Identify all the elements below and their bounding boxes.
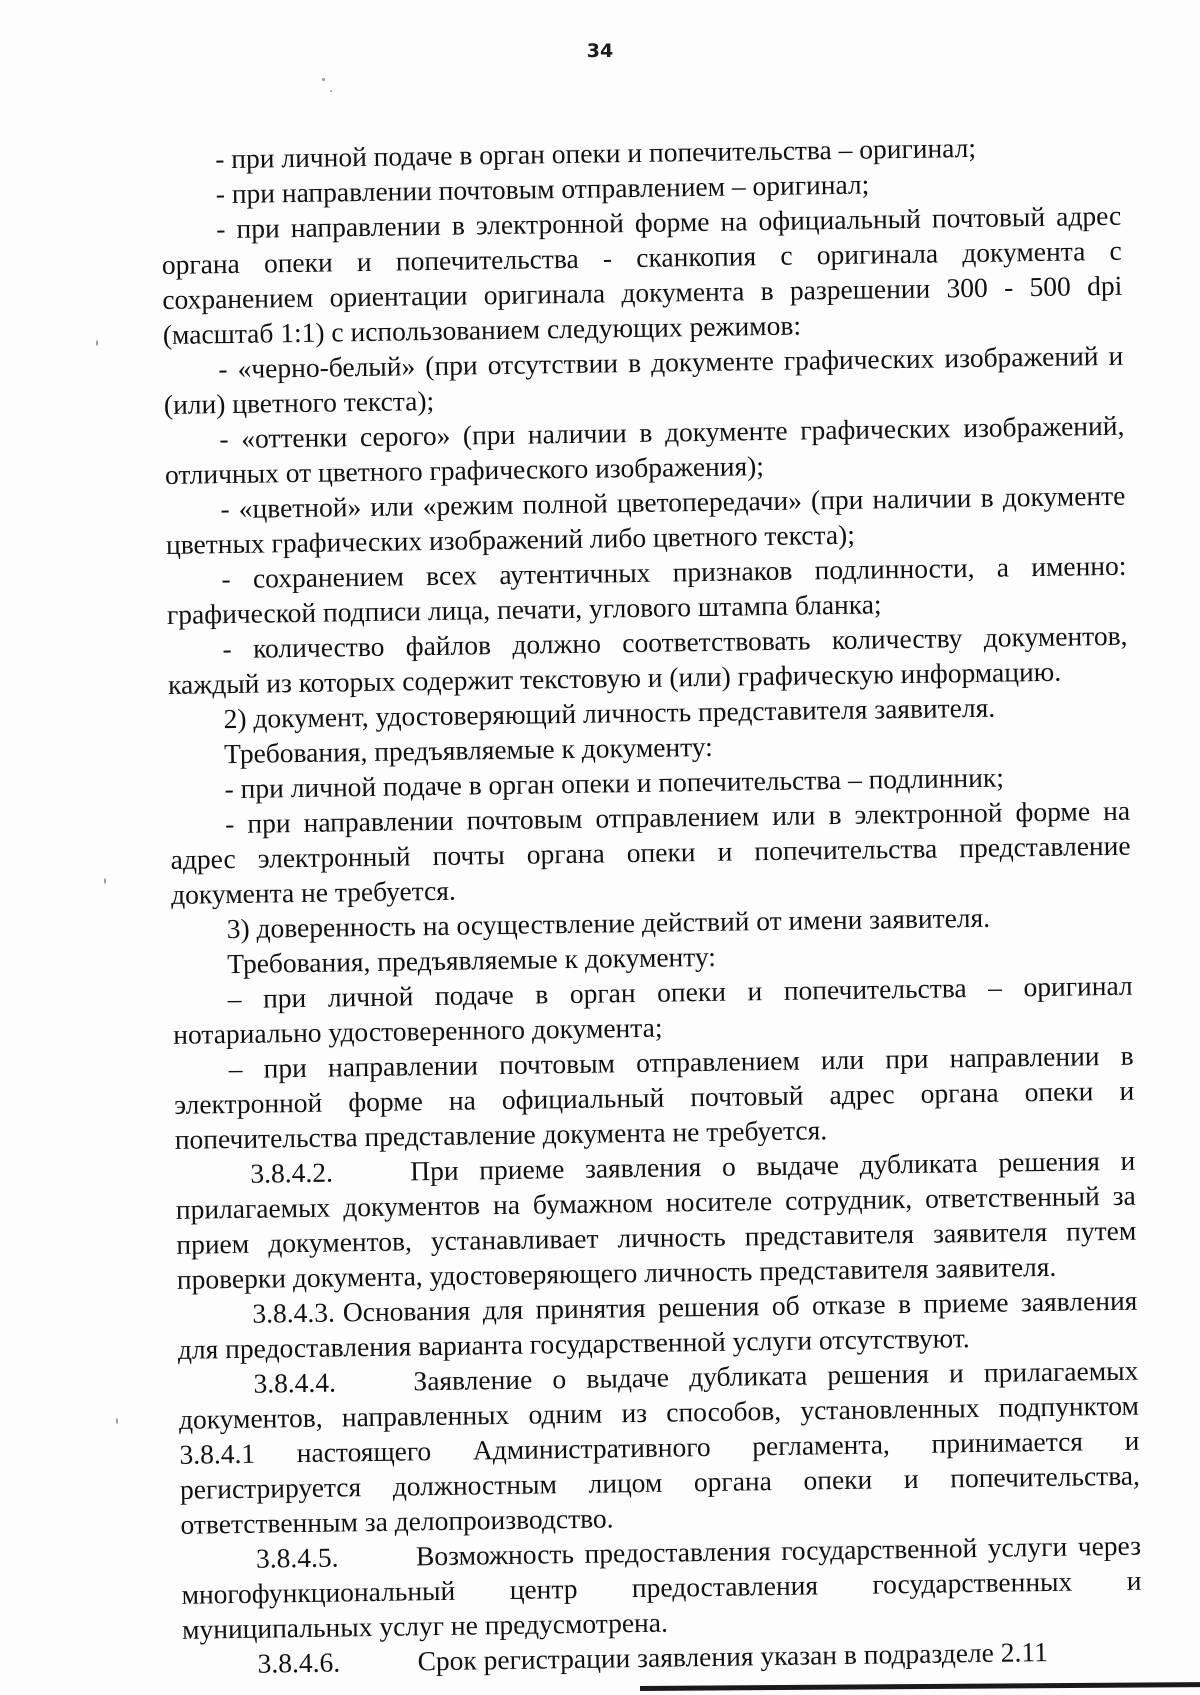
paragraph: - при личной подаче в орган опеки и попечительства – оригинал;: [215, 131, 977, 175]
scan-speck: [330, 90, 332, 92]
clause-text: Возможность предоставления государственной услуги через многофункциональный центр предоставления государственных и муниципальных услуг не предусмотрена.: [181, 1529, 1142, 1645]
clause-3-8-4-4: [178, 1353, 1140, 1542]
clause-3-8-4-5: [181, 1528, 1142, 1647]
scan-speck: [322, 78, 325, 81]
clause-text: При приеме заявления о выдаче дубликата решения и прилагаемых документов на бумажном носителе сотрудник, ответственный за прием документов, устанавливает личность представителя заявителя путем проверки документа, удостоверяющего личность представителя заявителя.: [175, 1144, 1137, 1295]
scan-speck: [116, 1418, 118, 1424]
clause-text: Срок регистрации заявления указан в подразделе 2.11: [417, 1635, 1049, 1677]
clause-number: 3.8.4.6.: [257, 1646, 341, 1679]
paragraph: - «цветной» или «режим полной цветопередачи» (при наличии в документе цветных графических изображений либо цветного текста);: [165, 479, 1126, 560]
clause-number: 3.8.4.5.: [255, 1541, 339, 1574]
clause-number: 3.8.4.2.: [250, 1156, 334, 1189]
paragraph: - «черно-белый» (при отсутствии в документе графических изображений и (или) цветного текста);: [163, 339, 1124, 420]
paragraph: Требования, предъявляемые к документу:: [223, 730, 714, 770]
paragraph: Требования, предъявляемые к документу:: [226, 940, 717, 980]
clause-number: 3.8.4.4.: [253, 1366, 337, 1399]
paragraph: - при направлении почтовым отправлением или в электронной форме на адрес электронный почты органа опеки и попечительства представление документа не требуется.: [170, 794, 1131, 910]
clause-text: Основания для принятия решения об отказе в приеме заявления для предоставления варианта государственной услуги отсутствуют.: [177, 1284, 1138, 1365]
scan-speck: [104, 878, 106, 884]
document-body: [160, 128, 1143, 1682]
page-number: 34: [586, 40, 614, 62]
paragraph: - при личной подаче в орган опеки и попечительства – подлинник;: [224, 761, 1005, 805]
scan-edge-line: [640, 1682, 1200, 1691]
paragraph: – при направлении почтовым отправлением или при направлении в электронной форме на официальный почтовый адрес органа опеки и попечительства представление документа не требуется.: [174, 1039, 1135, 1155]
paragraph: - количество файлов должно соответствовать количеству документов, каждый из которых содержит текстовую и (или) графическую информацию.: [167, 619, 1128, 700]
clause-number: 3.8.4.3.: [252, 1296, 336, 1329]
paragraph: - сохранением всех аутентичных признаков подлинности, а именно: графической подписи лица, печати, углового штампа бланка;: [166, 549, 1127, 630]
paragraph: 3) доверенность на осуществление действий от имени заявителя.: [226, 901, 991, 945]
clause-3-8-4-2: [175, 1143, 1137, 1297]
paragraph: - «оттенки серого» (при наличии в документе графических изображений, отличных от цветного графического изображения);: [164, 409, 1125, 490]
paragraph: – при личной подаче в орган опеки и попечительства – оригинал нотариально удостоверенного документа;: [173, 969, 1133, 1050]
paragraph: 2) документ, удостоверяющий личность представителя заявителя.: [223, 691, 996, 735]
scan-speck: [96, 340, 98, 346]
paragraph: - при направлении почтовым отправлением – оригинал;: [215, 168, 870, 210]
paragraph: - при направлении в электронной форме на официальный почтовый адрес органа опеки и попечительства - сканкопия с оригинала документа с сохранением ориентации оригинала документа в разрешении 300 - 500 dpi (масштаб 1:1) с использованием следующих режимов:: [161, 199, 1123, 350]
clause-text: Заявление о выдаче дубликата решения и прилагаемых документов, направленных одним из способов, установленных подпунктом 3.8.4.1 настоящего Административного регламента, принимается и регистрируется должностным лицом органа опеки и попечительства, ответственным за делопроизводство.: [178, 1354, 1141, 1540]
